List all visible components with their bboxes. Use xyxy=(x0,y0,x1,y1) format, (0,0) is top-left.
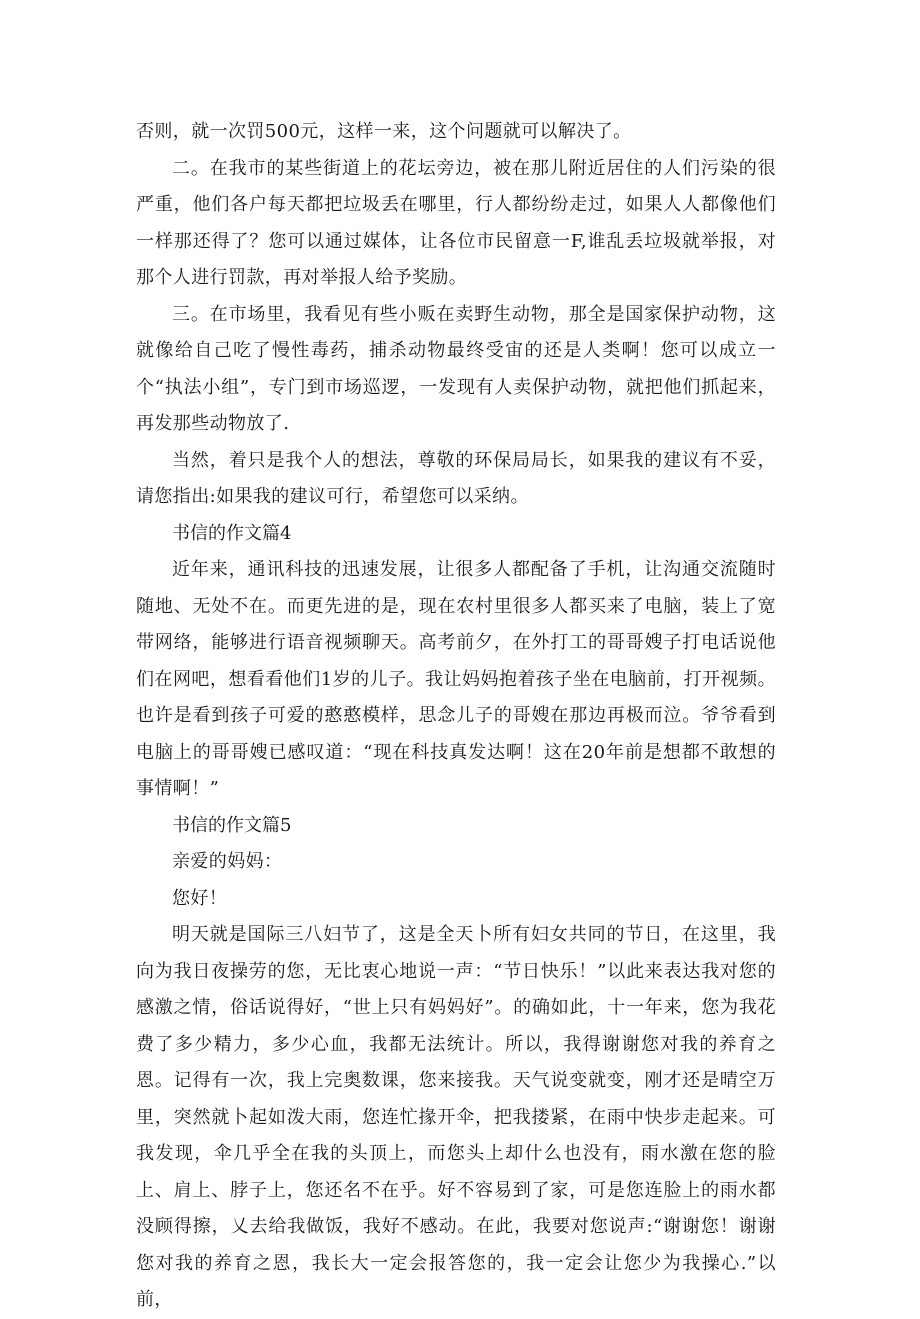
paragraph-point-three: 三。在市场里，我看见有些小贩在卖野生动物，那全是国家保护动物，这就像给自己吃了慢性毒药，捕杀动物最终受宙的还是人类啊！您可以成立一个“执法小组”，专门到市场巡逻，一发现有人卖保护动物，就把他们抓起来，再发那些动物放了. xyxy=(136,303,776,434)
document-page xyxy=(136,114,776,1319)
paragraph-closing: 当然，着只是我个人的想法，尊敬的环保局局长，如果我的建议有不妥，请您指出:如果我的建议可行，希望您可以采纳。 xyxy=(136,449,776,507)
section-heading-4: 书信的作文篇4 xyxy=(172,522,292,544)
paragraph-letter-body: 明天就是国际三八妇节了，这是全天卜所有妇女共同的节日，在这里，我向为我日夜操劳的您，无比衷心地说一声：“节日快乐！”以此来表达我对您的感激之情，俗话说得好，“世上只有妈妈好”。的确如此，十一年来，您为我花费了多少精力，多少心血，我都无法统计。所以，我得谢谢您对我的养育之恩。记得有一次，我上完奥数课，您来接我。天气说变就变，刚才还是晴空万里，突然就卜起如泼大雨，您连忙掾开伞，把我搂紧，在雨中快步走起来。可我发现，伞几乎全在我的头顶上，而您头上却什么也没有，雨水激在您的脸上、肩上、脖子上，您还名不在乎。好不容易到了家，可是您连脸上的雨水都没顾得擦，乂去给我做饭，我好不感动。在此，我要对您说声:“谢谢您！谢谢您对我的养育之恩，我长大一定会报答您的，我一定会让您少为我操心.”以前， xyxy=(136,924,776,1310)
paragraph-continuation: 否则，就一次罚500元，这样一来，这个问题就可以解决了。 xyxy=(136,121,632,142)
paragraph-point-two: 二。在我市的某些街道上的花坛旁边，被在那儿附近居住的人们污染的很严重，他们各户每天都把垃圾丢在哪里，行人都纷纷走过，如果人人都像他们一样那还得了？您可以通过媒体，让各位市民留意一F,谁乱丢垃圾就举报，对那个人进行罚款，再对举报人给予奖励。 xyxy=(136,157,776,288)
letter-salutation: 亲爱的妈妈： xyxy=(172,851,283,872)
letter-greeting: 您好！ xyxy=(172,887,228,909)
paragraph-essay-4: 近年来，通讯科技的迅速发展，让很多人都配备了手机，让沟通交流随时随地、无处不在。而更先进的是，现在农村里很多人都买来了电脑，装上了宽带网络，能够进行语音视频聊天。高考前夕，在外打工的哥哥嫂子打电话说他们在网吧，想看看他们1岁的儿子。我让妈妈抱着孩子坐在电脑前，打开视频。也许是看到孩子可爱的憨憨模样，思念儿子的哥嫂在那边再极而泣。爷爷看到电脑上的哥哥嫂已感叹道：“现在科技真发达啊！这在20年前是想都不敢想的事情啊！” xyxy=(136,559,776,799)
section-heading-5: 书信的作文篇5 xyxy=(172,814,292,836)
